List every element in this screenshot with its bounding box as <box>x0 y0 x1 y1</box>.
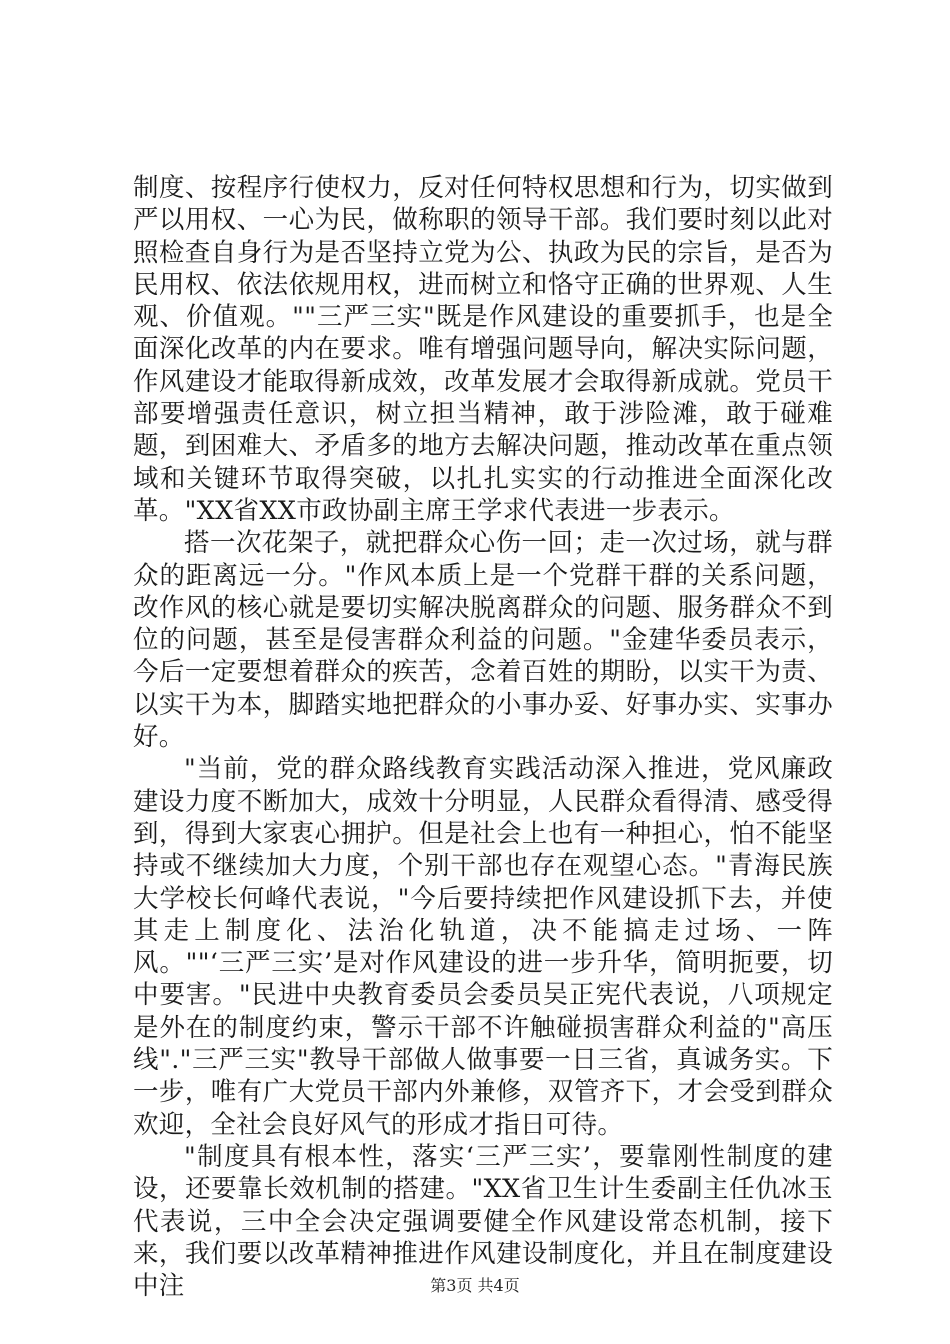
paragraph-2: 搭一次花架子，就把群众心伤一回；走一次过场，就与群众的距离远一分。"作风本质上是一个党群干群的关系问题，改作风的核心就是要切实解决脱离群众的问题、服务群众不到位的问题，甚至是侵害群众利益的问题。"金建华委员表示，今后一定要想着群众的疾苦，念着百姓的期盼，以实干为责、以实干为本，脚踏实地把群众的小事办妥、好事办实、实事办好。 <box>133 528 833 753</box>
paragraph-4: "制度具有根本性，落实‘三严三实’，要靠刚性制度的建设，还要靠长效机制的搭建。"XX省卫生计生委副主任仇冰玉代表说，三中全会决定强调要健全作风建设常态机制，接下来，我们要以改革精神推进作风建设制度化，并且在制度建设中注 <box>133 1141 833 1302</box>
paragraph-3: "当前，党的群众路线教育实践活动深入推进，党风廉政建设力度不断加大，成效十分明显，人民群众看得清、感受得到，得到大家衷心拥护。但是社会上也有一种担心，怕不能坚持或不继续加大力度，个别干部也存在观望心态。"青海民族大学校长何峰代表说，"今后要持续把作风建设抓下去，并使其走上制度化、法治化轨道，决不能搞走过场、一阵风。""‘三严三实’是对作风建设的进一步升华，简明扼要，切中要害。"民进中央教育委员会委员吴正宪代表说，八项规定是外在的制度约束，警示干部不许触碰损害群众利益的"高压线"."三严三实"教导干部做人做事要一日三省，真诚务实。下一步，唯有广大党员干部内外兼修，双管齐下，才会受到群众欢迎，全社会良好风气的形成才指日可待。 <box>133 754 833 1140</box>
page-footer: 第3页 共4页 <box>430 1276 520 1295</box>
paragraph-1: 制度、按程序行使权力，反对任何特权思想和行为，切实做到严以用权、一心为民，做称职的领导干部。我们要时刻以此对照检查自身行为是否坚持立党为公、执政为民的宗旨，是否为民用权、依法依规用权，进而树立和恪守正确的世界观、人生观、价值观。""三严三实"既是作风建设的重要抓手，也是全面深化改革的内在要求。唯有增强问题导向，解决实际问题，作风建设才能取得新成效，改革发展才会取得新成就。党员干部要增强责任意识，树立担当精神，敢于涉险滩，敢于碰难题，到困难大、矛盾多的地方去解决问题，推动改革在重点领域和关键环节取得突破，以扎扎实实的行动推进全面深化改革。"XX省XX市政协副主席王学求代表进一步表示。 <box>133 173 833 526</box>
body-text <box>133 172 833 1302</box>
